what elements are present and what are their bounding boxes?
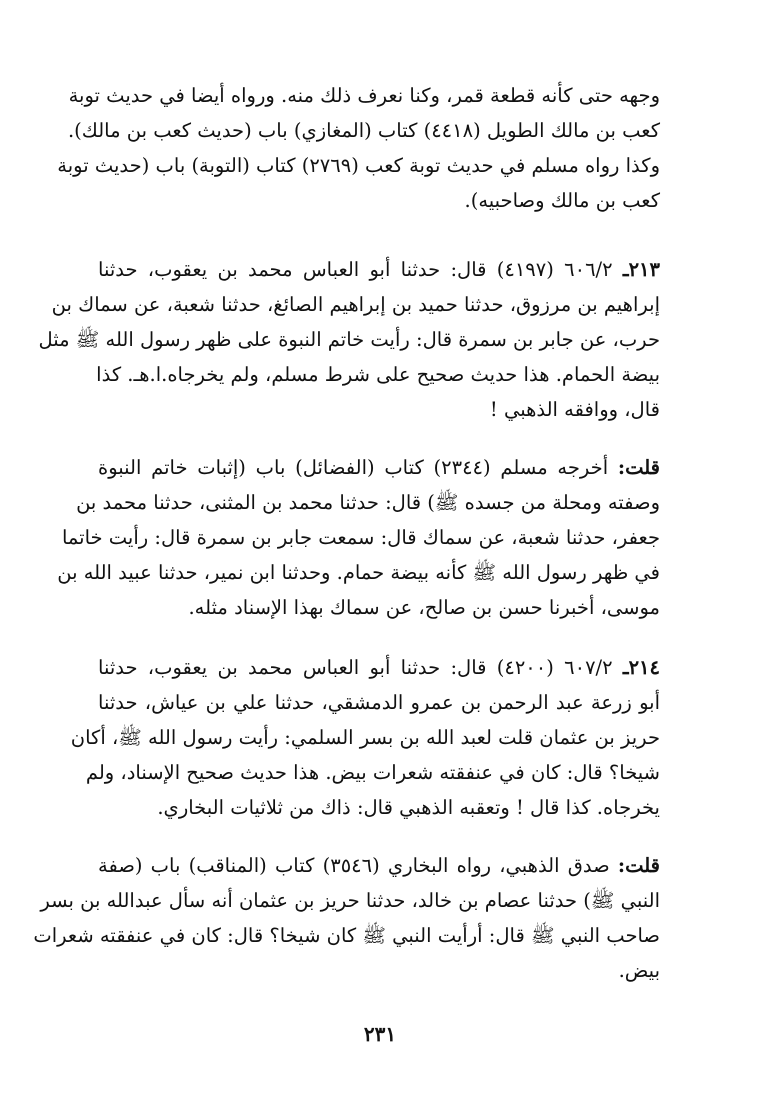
text-line: صاحب النبي ﷺ قال: أرأيت النبي ﷺ كان شيخا؟ قال: كان في عنفقته شعرات bbox=[33, 924, 660, 947]
text-line: حريز بن عثمان قلت لعبد الله بن بسر السلمي: رأيت رسول الله ﷺ، أكان bbox=[70, 726, 660, 749]
page-body bbox=[0, 78, 760, 1110]
text-line bbox=[98, 450, 660, 485]
hadith-number: ٢١٤ـ bbox=[622, 656, 660, 679]
text-line bbox=[98, 848, 660, 883]
paragraph-note-214 bbox=[33, 848, 660, 988]
text-line bbox=[98, 650, 660, 685]
text-fragment: ٦٠٦/٢ (٤١٩٧) قال: حدثنا أبو العباس محمد بن يعقوب، حدثنا bbox=[98, 258, 613, 281]
paragraph-hadith-213 bbox=[38, 252, 660, 427]
text-line: قال، ووافقه الذهبي ! bbox=[489, 398, 660, 421]
text-line: وصفته ومحلة من جسده ﷺ) قال: حدثنا محمد بن المثنى، حدثنا محمد بن bbox=[76, 491, 660, 514]
text-line: كعب بن مالك الطويل (٤٤١٨) كتاب (المغازي) باب (حديث كعب بن مالك). bbox=[67, 119, 660, 142]
page-number: ٢٣١ bbox=[363, 1022, 397, 1046]
hadith-number: ٢١٣ـ bbox=[622, 258, 660, 281]
text-line: النبي ﷺ) حدثنا عصام بن خالد، حدثنا حريز بن عثمان أنه سأل عبدالله بن بسر bbox=[40, 889, 660, 912]
text-fragment: صدق الذهبي، رواه البخاري (٣٥٤٦) كتاب (المناقب) باب (صفة bbox=[98, 854, 610, 877]
text-line: حرب، عن جابر بن سمرة قال: رأيت خاتم النبوة على ظهر رسول الله ﷺ مثل bbox=[38, 328, 660, 351]
paragraph-hadith-continuation bbox=[57, 78, 660, 218]
note-label: قلت: bbox=[617, 456, 660, 479]
paragraph-note-213 bbox=[57, 450, 660, 625]
note-label: قلت: bbox=[617, 854, 660, 877]
text-fragment: أخرجه مسلم (٢٣٤٤) كتاب (الفضائل) باب (إثبات خاتم النبوة bbox=[98, 456, 609, 479]
text-line bbox=[98, 252, 660, 287]
text-line: يخرجاه. كذا قال ! وتعقبه الذهبي قال: ذاك من ثلاثيات البخاري. bbox=[157, 796, 660, 819]
text-line: وجهه حتى كأنه قطعة قمر، وكنا نعرف ذلك منه. ورواه أيضا في حديث توبة bbox=[68, 84, 660, 107]
text-line: موسى، أخبرنا حسن بن صالح، عن سماك بهذا الإسناد مثله. bbox=[188, 596, 660, 619]
text-line: بيضة الحمام. هذا حديث صحيح على شرط مسلم، ولم يخرجاه.ا.هـ. كذا bbox=[96, 363, 660, 386]
text-line: جعفر، حدثنا شعبة، عن سماك قال: سمعت جابر بن سمرة قال: رأيت خاتما bbox=[61, 526, 660, 549]
text-line: وكذا رواه مسلم في حديث توبة كعب (٢٧٦٩) كتاب (التوبة) باب (حديث توبة bbox=[57, 154, 660, 177]
text-line: في ظهر رسول الله ﷺ كأنه بيضة حمام. وحدثنا ابن نمير، حدثنا عبيد الله بن bbox=[57, 561, 660, 584]
text-line: شيخا؟ قال: كان في عنفقته شعرات بيض. هذا حديث صحيح الإسناد، ولم bbox=[85, 761, 660, 784]
text-fragment: ٦٠٧/٢ (٤٢٠٠) قال: حدثنا أبو العباس محمد بن يعقوب، حدثنا bbox=[98, 656, 613, 679]
text-line: إبراهيم بن مرزوق، حدثنا حميد بن إبراهيم الصائغ، حدثنا شعبة، عن سماك بن bbox=[51, 293, 660, 316]
paragraph-hadith-214 bbox=[70, 650, 660, 825]
text-line: كعب بن مالك وصاحبيه). bbox=[464, 189, 660, 212]
text-line: أبو زرعة عبد الرحمن بن عمرو الدمشقي، حدثنا علي بن عياش، حدثنا bbox=[98, 691, 660, 714]
text-line: بيض. bbox=[618, 959, 660, 982]
